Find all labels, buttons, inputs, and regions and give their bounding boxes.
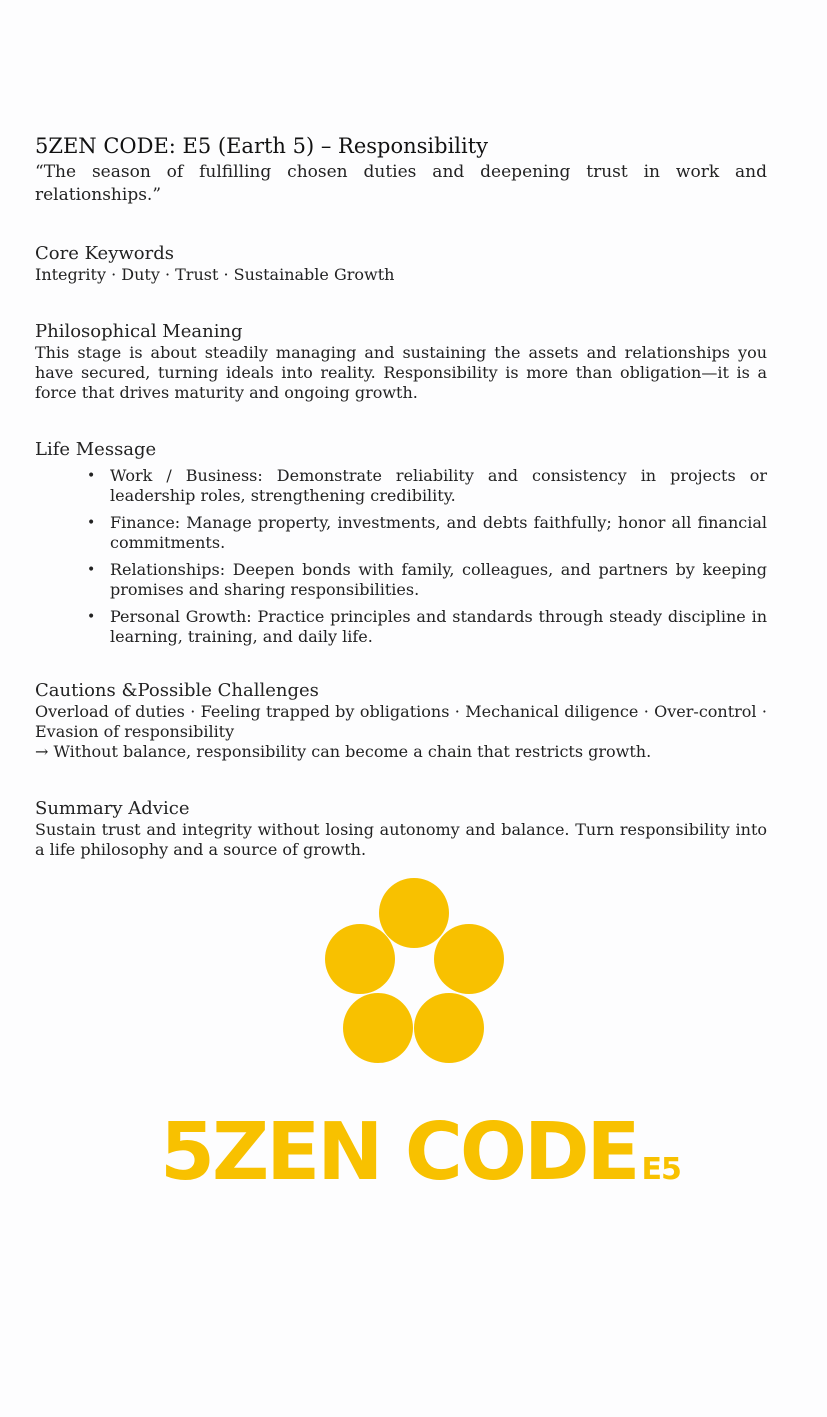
bullet-icon: • <box>87 468 96 484</box>
list-item <box>87 466 767 506</box>
list-item <box>87 607 767 647</box>
list-item <box>87 513 767 553</box>
list-item-text: Work / Business: Demonstrate reliability and consistency in projects or leadership roles, strengthening credibility. <box>110 466 767 505</box>
logo-circle-bottom-left <box>343 993 413 1063</box>
page-title: 5ZEN CODE: E5 (Earth 5) – Responsibility <box>35 134 489 158</box>
bullet-icon: • <box>87 609 96 625</box>
life-message-heading: Life Message <box>35 439 157 460</box>
list-item-text: Personal Growth: Practice principles and standards through steady discipline in learning, training, and daily life. <box>110 607 767 646</box>
summary-heading: Summary Advice <box>35 798 190 819</box>
philosophical-meaning-text: This stage is about steadily managing and sustaining the assets and relationships you have secured, turning ideals into reality. Responsibility is more than obligation—it is a force that drives maturity and ongoing growth. <box>35 343 767 402</box>
brand-wordmark <box>160 1107 760 1197</box>
bullet-icon: • <box>87 562 96 578</box>
logo-circle-left <box>325 924 395 994</box>
five-circles-icon <box>0 872 827 1072</box>
list-item-text: Relationships: Deepen bonds with family, colleagues, and partners by keeping promises and sharing responsibilities. <box>110 560 767 599</box>
summary-text: Sustain trust and integrity without losing autonomy and balance. Turn responsibility into a life philosophy and a source of growth. <box>35 820 767 859</box>
logo-circle-right <box>434 924 504 994</box>
cautions-text: Overload of duties · Feeling trapped by obligations · Mechanical diligence · Over-control · Evasion of responsibility <box>35 702 767 741</box>
life-message-list <box>35 466 767 647</box>
cautions-heading: Cautions &Possible Challenges <box>35 680 319 701</box>
brand-name: 5ZEN CODE <box>160 1106 638 1198</box>
logo-circle-bottom-right <box>414 993 484 1063</box>
cautions-note: → Without balance, responsibility can become a chain that restricts growth. <box>35 742 652 761</box>
philosophical-meaning-heading: Philosophical Meaning <box>35 321 243 342</box>
list-item <box>87 560 767 600</box>
document-content <box>35 131 767 860</box>
core-keywords-heading: Core Keywords <box>35 243 174 264</box>
logo-circle-top <box>379 878 449 948</box>
subtitle-quote: “The season of fulfilling chosen duties and deepening trust in work and relationships.” <box>35 162 767 205</box>
list-item-text: Finance: Manage property, investments, and debts faithfully; honor all financial commitments. <box>110 513 767 552</box>
core-keywords-text: Integrity · Duty · Trust · Sustainable Growth <box>35 265 395 284</box>
brand-code: E5 <box>641 1152 681 1187</box>
bullet-icon: • <box>87 515 96 531</box>
